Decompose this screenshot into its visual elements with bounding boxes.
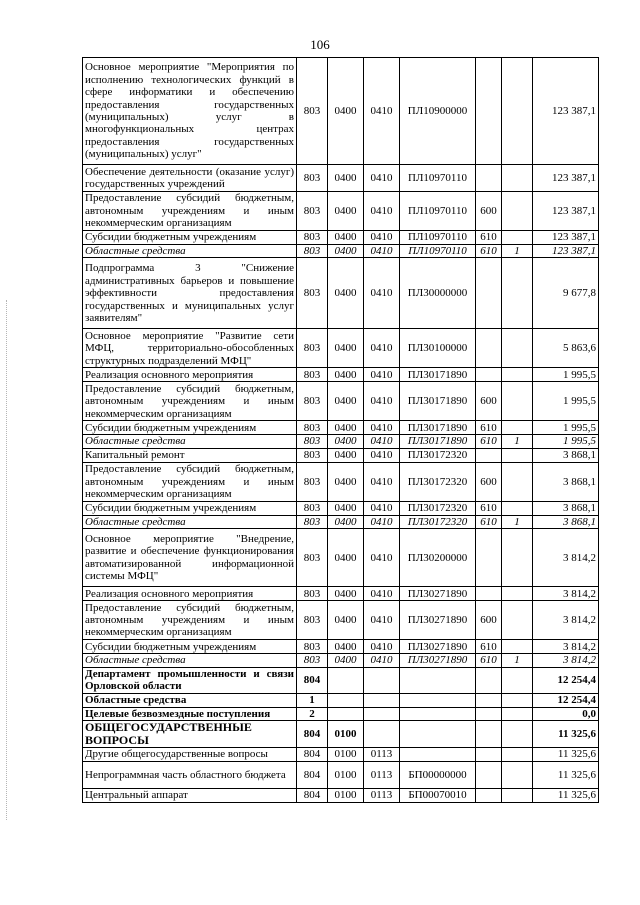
cell-rz: 0400 (328, 601, 364, 640)
cell-pr: 0410 (364, 192, 400, 231)
cell-rz (328, 693, 364, 707)
cell-ist: 1 (502, 435, 533, 448)
cell-ved: 803 (297, 587, 328, 601)
cell-ist (502, 762, 533, 789)
cell-rz: 0400 (328, 329, 364, 368)
scan-margin-marks (6, 300, 9, 820)
cell-sum: 11 325,6 (533, 748, 599, 762)
cell-pr: 0113 (364, 748, 400, 762)
cell-csr: ПЛ30172320 (400, 448, 476, 462)
cell-csr: ПЛ30271890 (400, 654, 476, 667)
cell-rz: 0400 (328, 435, 364, 448)
cell-pr: 0410 (364, 231, 400, 245)
cell-pr: 0410 (364, 58, 400, 165)
cell-ist (502, 529, 533, 587)
table-row (83, 515, 599, 528)
cell-rz: 0400 (328, 165, 364, 192)
cell-name: Центральный аппарат (83, 789, 297, 803)
table-row (83, 529, 599, 587)
cell-pr: 0410 (364, 654, 400, 667)
cell-name: Основное мероприятие "Развитие сети МФЦ, территориально-обособленных структурных подразделений МФЦ" (83, 329, 297, 368)
table-row (83, 231, 599, 245)
cell-ved: 804 (297, 721, 328, 748)
cell-ved: 803 (297, 245, 328, 258)
cell-ist (502, 748, 533, 762)
cell-ved: 803 (297, 231, 328, 245)
cell-pr (364, 667, 400, 693)
cell-vr (476, 165, 502, 192)
table-row (83, 421, 599, 435)
cell-sum: 11 325,6 (533, 762, 599, 789)
table-row (83, 258, 599, 329)
cell-rz: 0400 (328, 58, 364, 165)
cell-csr (400, 667, 476, 693)
cell-pr: 0410 (364, 587, 400, 601)
cell-ist (502, 789, 533, 803)
cell-pr: 0410 (364, 448, 400, 462)
cell-vr (476, 721, 502, 748)
cell-sum: 5 863,6 (533, 329, 599, 368)
cell-vr (476, 58, 502, 165)
table-row (83, 654, 599, 667)
cell-ist (502, 58, 533, 165)
cell-ist: 1 (502, 245, 533, 258)
cell-name: Предоставление субсидий бюджетным, автономным учреждениям и иным некоммерческим организациям (83, 601, 297, 640)
cell-name: Субсидии бюджетным учреждениям (83, 231, 297, 245)
table-row (83, 748, 599, 762)
cell-ist (502, 231, 533, 245)
table-row (83, 601, 599, 640)
cell-vr: 610 (476, 231, 502, 245)
cell-ist (502, 601, 533, 640)
table-row (83, 435, 599, 448)
cell-pr: 0410 (364, 421, 400, 435)
cell-ist (502, 382, 533, 421)
cell-csr: ПЛ30171890 (400, 421, 476, 435)
cell-ved: 804 (297, 667, 328, 693)
cell-csr: ПЛ30000000 (400, 258, 476, 329)
cell-ist (502, 258, 533, 329)
cell-csr: ПЛ30271890 (400, 640, 476, 654)
cell-rz: 0400 (328, 382, 364, 421)
cell-name: Областные средства (83, 515, 297, 528)
cell-ved: 803 (297, 529, 328, 587)
cell-ved: 804 (297, 748, 328, 762)
cell-pr: 0410 (364, 529, 400, 587)
cell-ved: 1 (297, 693, 328, 707)
cell-csr: ПЛ30271890 (400, 601, 476, 640)
cell-vr: 610 (476, 640, 502, 654)
table-row (83, 789, 599, 803)
table-row (83, 721, 599, 748)
table-row (83, 382, 599, 421)
cell-ved: 803 (297, 258, 328, 329)
cell-ist (502, 721, 533, 748)
cell-name: Департамент промышленности и связи Орловской области (83, 667, 297, 693)
cell-sum: 12 254,4 (533, 667, 599, 693)
cell-ist (502, 421, 533, 435)
cell-vr: 610 (476, 501, 502, 515)
cell-name: Областные средства (83, 654, 297, 667)
cell-sum: 3 814,2 (533, 601, 599, 640)
table-row (83, 368, 599, 382)
table-row (83, 693, 599, 707)
cell-name: Реализация основного мероприятия (83, 587, 297, 601)
cell-ist (502, 707, 533, 720)
cell-pr: 0410 (364, 382, 400, 421)
cell-pr: 0410 (364, 501, 400, 515)
cell-rz: 0400 (328, 501, 364, 515)
cell-csr: ПЛ30171890 (400, 435, 476, 448)
cell-ist (502, 329, 533, 368)
cell-vr: 600 (476, 601, 502, 640)
cell-ved: 804 (297, 789, 328, 803)
cell-name: Другие общегосударственные вопросы (83, 748, 297, 762)
cell-csr: ПЛ30172320 (400, 515, 476, 528)
cell-name: Субсидии бюджетным учреждениям (83, 421, 297, 435)
table-row (83, 587, 599, 601)
cell-vr (476, 329, 502, 368)
cell-sum: 12 254,4 (533, 693, 599, 707)
cell-pr: 0410 (364, 640, 400, 654)
cell-vr (476, 789, 502, 803)
cell-csr: ПЛ30172320 (400, 462, 476, 501)
cell-pr: 0410 (364, 462, 400, 501)
cell-name: Основное мероприятие "Мероприятия по исполнению технологических функций в сфере информатики и обеспечению предоставления государственных (муниципальных) услуг в многофункциональных центрах предоставления государственных (муниципальных) услуг" (83, 58, 297, 165)
table-row (83, 762, 599, 789)
cell-sum: 3 814,2 (533, 640, 599, 654)
cell-vr: 610 (476, 654, 502, 667)
cell-sum: 3 814,2 (533, 529, 599, 587)
cell-vr: 610 (476, 515, 502, 528)
cell-name: Реализация основного мероприятия (83, 368, 297, 382)
cell-sum: 9 677,8 (533, 258, 599, 329)
cell-ved: 803 (297, 192, 328, 231)
cell-ved: 803 (297, 382, 328, 421)
cell-ist (502, 501, 533, 515)
table-row (83, 640, 599, 654)
cell-sum: 3 868,1 (533, 515, 599, 528)
cell-pr (364, 707, 400, 720)
cell-pr: 0410 (364, 165, 400, 192)
cell-ist (502, 368, 533, 382)
cell-rz: 0400 (328, 368, 364, 382)
cell-vr (476, 748, 502, 762)
table-row (83, 329, 599, 368)
cell-rz: 0400 (328, 515, 364, 528)
cell-pr: 0410 (364, 515, 400, 528)
cell-ist (502, 448, 533, 462)
cell-rz: 0100 (328, 721, 364, 748)
cell-csr: ПЛ30271890 (400, 587, 476, 601)
cell-sum: 3 814,2 (533, 654, 599, 667)
cell-sum: 123 387,1 (533, 165, 599, 192)
cell-ved: 803 (297, 435, 328, 448)
cell-ist (502, 693, 533, 707)
cell-ist (502, 192, 533, 231)
cell-ved: 803 (297, 515, 328, 528)
cell-sum: 11 325,6 (533, 721, 599, 748)
cell-vr: 600 (476, 462, 502, 501)
cell-name: Основное мероприятие "Внедрение, развитие и обеспечение функционирования автоматизированной информационной системы МФЦ" (83, 529, 297, 587)
cell-csr: ПЛ10970110 (400, 165, 476, 192)
cell-ist (502, 640, 533, 654)
cell-ist (502, 165, 533, 192)
table-row (83, 58, 599, 165)
table-row (83, 245, 599, 258)
cell-ist (502, 667, 533, 693)
cell-name: Обеспечение деятельности (оказание услуг) государственных учреждений (83, 165, 297, 192)
cell-name: Капитальный ремонт (83, 448, 297, 462)
cell-vr (476, 258, 502, 329)
cell-rz: 0400 (328, 654, 364, 667)
cell-vr: 600 (476, 192, 502, 231)
cell-pr (364, 721, 400, 748)
cell-name: Областные средства (83, 435, 297, 448)
cell-pr: 0113 (364, 762, 400, 789)
cell-ist (502, 462, 533, 501)
cell-csr (400, 721, 476, 748)
cell-vr: 610 (476, 435, 502, 448)
cell-sum: 3 814,2 (533, 587, 599, 601)
cell-sum: 1 995,5 (533, 421, 599, 435)
cell-ved: 803 (297, 640, 328, 654)
cell-pr: 0410 (364, 329, 400, 368)
cell-csr: ПЛ10970110 (400, 192, 476, 231)
cell-ved: 803 (297, 654, 328, 667)
table-row (83, 192, 599, 231)
table-row (83, 462, 599, 501)
cell-vr (476, 693, 502, 707)
cell-csr: ПЛ30100000 (400, 329, 476, 368)
cell-rz (328, 707, 364, 720)
cell-name: Предоставление субсидий бюджетным, автономным учреждениям и иным некоммерческим организациям (83, 192, 297, 231)
cell-name: Целевые безвозмездные поступления (83, 707, 297, 720)
cell-name: Областные средства (83, 245, 297, 258)
cell-csr: ПЛ30172320 (400, 501, 476, 515)
cell-vr (476, 707, 502, 720)
cell-vr (476, 368, 502, 382)
cell-name: Предоставление субсидий бюджетным, автономным учреждениям и иным некоммерческим организациям (83, 462, 297, 501)
cell-ved: 803 (297, 601, 328, 640)
cell-sum: 11 325,6 (533, 789, 599, 803)
cell-pr: 0113 (364, 789, 400, 803)
cell-vr (476, 587, 502, 601)
cell-sum: 0,0 (533, 707, 599, 720)
cell-sum: 3 868,1 (533, 501, 599, 515)
cell-vr: 610 (476, 421, 502, 435)
cell-sum: 123 387,1 (533, 245, 599, 258)
cell-csr (400, 707, 476, 720)
cell-pr: 0410 (364, 368, 400, 382)
cell-csr (400, 748, 476, 762)
cell-name: ОБЩЕГОСУДАРСТВЕННЫЕ ВОПРОСЫ (83, 721, 297, 748)
cell-csr: ПЛ10970110 (400, 245, 476, 258)
cell-name: Предоставление субсидий бюджетным, автономным учреждениям и иным некоммерческим организациям (83, 382, 297, 421)
table-row (83, 667, 599, 693)
table-row (83, 707, 599, 720)
cell-vr (476, 667, 502, 693)
cell-pr: 0410 (364, 601, 400, 640)
budget-table-body (83, 58, 599, 803)
cell-rz: 0400 (328, 231, 364, 245)
cell-ved: 803 (297, 421, 328, 435)
cell-ved: 803 (297, 368, 328, 382)
cell-name: Субсидии бюджетным учреждениям (83, 501, 297, 515)
table-row (83, 501, 599, 515)
cell-ist (502, 587, 533, 601)
cell-name: Областные средства (83, 693, 297, 707)
cell-rz: 0100 (328, 748, 364, 762)
cell-csr: ПЛ10900000 (400, 58, 476, 165)
cell-rz: 0400 (328, 192, 364, 231)
cell-rz: 0100 (328, 762, 364, 789)
cell-pr: 0410 (364, 258, 400, 329)
cell-name: Непрограммная часть областного бюджета (83, 762, 297, 789)
cell-ist: 1 (502, 515, 533, 528)
cell-sum: 123 387,1 (533, 231, 599, 245)
cell-rz: 0400 (328, 462, 364, 501)
cell-vr: 600 (476, 382, 502, 421)
cell-ved: 803 (297, 501, 328, 515)
cell-rz: 0400 (328, 421, 364, 435)
cell-vr (476, 762, 502, 789)
cell-sum: 1 995,5 (533, 435, 599, 448)
cell-name: Субсидии бюджетным учреждениям (83, 640, 297, 654)
table-row (83, 448, 599, 462)
budget-table (82, 57, 599, 803)
cell-name: Подпрограмма 3 "Снижение административных барьеров и повышение эффективности предоставления государственных и муниципальных услуг заявителям" (83, 258, 297, 329)
cell-rz: 0400 (328, 245, 364, 258)
cell-rz (328, 667, 364, 693)
cell-pr: 0410 (364, 245, 400, 258)
cell-rz: 0100 (328, 789, 364, 803)
cell-csr: ПЛ30200000 (400, 529, 476, 587)
cell-pr: 0410 (364, 435, 400, 448)
cell-csr: ПЛ30171890 (400, 368, 476, 382)
cell-ved: 803 (297, 448, 328, 462)
cell-vr (476, 529, 502, 587)
cell-sum: 3 868,1 (533, 462, 599, 501)
cell-sum: 123 387,1 (533, 192, 599, 231)
cell-vr (476, 448, 502, 462)
cell-ved: 803 (297, 329, 328, 368)
cell-rz: 0400 (328, 448, 364, 462)
cell-sum: 123 387,1 (533, 58, 599, 165)
cell-sum: 1 995,5 (533, 368, 599, 382)
cell-csr (400, 693, 476, 707)
cell-rz: 0400 (328, 529, 364, 587)
cell-ved: 803 (297, 462, 328, 501)
cell-csr: БП00070010 (400, 789, 476, 803)
cell-csr: БП00000000 (400, 762, 476, 789)
cell-pr (364, 693, 400, 707)
cell-sum: 1 995,5 (533, 382, 599, 421)
table-row (83, 165, 599, 192)
cell-ved: 2 (297, 707, 328, 720)
page-number: 106 (310, 37, 330, 52)
cell-ved: 803 (297, 165, 328, 192)
cell-csr: ПЛ30171890 (400, 382, 476, 421)
cell-vr: 610 (476, 245, 502, 258)
cell-sum: 3 868,1 (533, 448, 599, 462)
cell-rz: 0400 (328, 640, 364, 654)
cell-ved: 803 (297, 58, 328, 165)
cell-rz: 0400 (328, 258, 364, 329)
cell-ist: 1 (502, 654, 533, 667)
cell-csr: ПЛ10970110 (400, 231, 476, 245)
cell-rz: 0400 (328, 587, 364, 601)
cell-ved: 804 (297, 762, 328, 789)
